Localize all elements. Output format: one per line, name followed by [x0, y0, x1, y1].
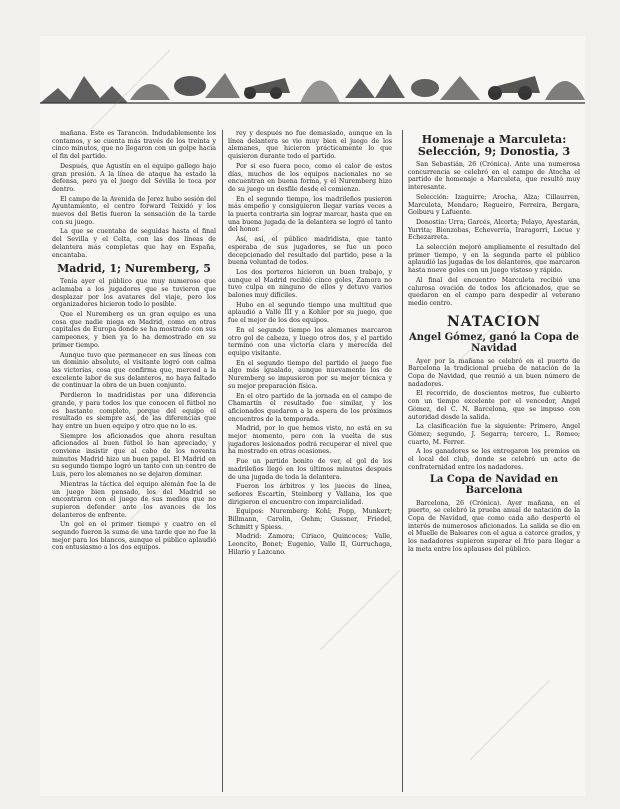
paragraph: Fue un partido bonito de ver, el gol de los madrileños llegó en los últimos minutos después de una jugada de toda la delantera.	[228, 458, 392, 481]
paragraph: En el segundo tiempo del partido el juego fue algo más igualado, aunque nuevamente los de Nuremberg se impusieron por su mejor técnica y su mejor preparación física.	[228, 359, 392, 390]
paragraph: Mientras la táctica del equipo alemán fue la de un juego bien pensado, los del Madrid se encontraron con el juego de sus medios que no supieron defender ante los avances de los delanteros de enfrente.	[52, 480, 216, 519]
article-heading-homenaje-marculeta: Homenaje a Marculeta: Selección, 9; Donostia, 3	[417, 133, 571, 158]
paragraph: rey y después no fue demasiado, aunque en la línea delantera se vio muy bien el juego de los alemanes, que hicieron prácticamente lo que quisieron durante todo el partido.	[228, 130, 392, 161]
paragraph: En el segundo tiempo los alemanes marcaron otro gol de cabeza, y luego otros dos, y el partido terminó con una victoria clara y merecida del equipo visitante.	[228, 326, 392, 357]
paragraph: Barcelona, 26 (Crónica). Ayer mañana, en el puerto, se celebró la prueba anual de natación de la Copa de Navidad, que como cada año despertó el interés de numerosos aficionados. La salida se dio en el Muelle de Baleares con el agua a catorce grados, y los nadadores supieron superar el frío para llegar a la meta entre los aplausos del público.	[408, 499, 580, 553]
paragraph: Equipos: Nuremberg: Kohl; Popp, Munkert; Billmann, Carolin, Oehm; Gussner, Friedel, Schmitt y Spiess.	[228, 508, 392, 531]
paragraph: La selección mejoró ampliamente el resultado del primer tiempo, y en la segunda parte el público aplaudió las jugadas de los delanteros, que marcaron hasta nueve goles con un juego vistoso y rápido.	[408, 244, 580, 275]
column-rule	[402, 130, 403, 792]
paragraph: Tenía ayer el público que muy numeroso que aclamaba a los jugadores que se tuvieron que desplazar por los avatares del viaje, pero los organizadores hicieron todo lo posible.	[52, 278, 216, 309]
paragraph: Fueron los árbitros y los jueces de línea, señores Escartín, Steinberg y Vallana, los que dirigieron el encuentro con imparcialidad.	[228, 483, 392, 506]
column-middle	[228, 130, 392, 790]
paragraph: Hubo en el segundo tiempo una multitud que aplaudió a Vallé III y a Kohler por su juego, que fue el mejor de los dos equipos.	[228, 301, 392, 325]
newspaper-page	[40, 36, 585, 796]
paragraph: Después, que Agustín en el equipo gallego bajo gran presión. A la línea de ataque ha estado la defensa, pero ya el juego del Sevilla le toca por dentro.	[52, 162, 216, 193]
paragraph: Siempre los aficionados que ahora resultan aficionados al buen fútbol lo han apreciado, y conviene insistir que al cabo de los noventa minutos Madrid hizo un buen papel. El Madrid en su segundo tiempo logró un tanto con un centro de Luis, pero los alemanes no se dejaron dominar.	[52, 432, 216, 479]
paragraph: Un gol en el primer tiempo y cuatro en el segundo fueron la suma de una tarde que no fue la mejor para los blancos, aunque el público aplaudió con entusiasmo a los dos equipos.	[52, 521, 216, 552]
section-heading-natacion: NATACION	[446, 313, 542, 330]
paragraph: Donostia: Urra; Garcés, Alcorta; Pelayo, Ayestarán, Yurrita; Bienzobas, Echeverría, Iraragorri, Lecue y Echezarreta.	[408, 218, 580, 242]
article-heading-copa-navidad: Angel Gómez, ganó la Copa de Navidad	[408, 331, 580, 354]
column-left	[52, 130, 216, 790]
paragraph: El recorrido, de doscientos metros, fue cubierto con un tiempo excelente por el vencedor, Angel Gómez, del C. N. Barcelona, que se impuso con autoridad desde la salida.	[408, 390, 580, 421]
paragraph: En el otro partido de la jornada en el campo de Chamartín el resultado fue similar, y los aficionados quedaron a la espera de los próximos encuentros de la temporada.	[228, 392, 392, 423]
paragraph: La clasificación fue la siguiente: Primero, Angel Gómez; segundo, J. Segarra; tercero, L. Romeo; cuarto, M. Ferrer.	[408, 423, 580, 446]
column-right	[408, 130, 580, 790]
paragraph: Los dos porteros hicieron un buen trabajo, y aunque el Madrid recibió cinco goles, Zamora no tuvo culpa en ninguno de ellos y detuvo varios balones muy difíciles.	[228, 268, 392, 300]
decorative-banner	[40, 48, 585, 118]
paragraph: A los ganadores se les entregaron los premios en el local del club, donde se celebró un acto de confraternidad entre los nadadores.	[408, 448, 580, 471]
paragraph: Que el Nuremberg es un gran equipo es una cosa que nadie niega en Madrid, como en otras capitales de Europa donde se ha mostrado con sus campeones, y bien ya lo ha demostrado en su primer tiempo.	[52, 311, 216, 349]
paragraph: Selección: Izaguirre; Arocha, Alza; Cillaurren, Marculeta, Mendaro; Regueiro, Ferreira, Bergara, Goiburu y Lafuente.	[408, 193, 580, 217]
paragraph: Por si eso fuera poco, como el calor de estos días, muchos de los equipos nacionales no se encuentran en buena forma, y el Nuremberg hizo de su juego un desfile desde el comienzo.	[228, 162, 392, 193]
column-rule	[222, 130, 223, 792]
paragraph: San Sebastián, 26 (Crónica). Ante una numerosa concurrencia se celebró en el campo de Atocha el partido de homenaje a Marculeta, que resultó muy interesante.	[408, 161, 580, 192]
paragraph: Aunque tuvo que permanecer en sus líneas con un dominio absoluto, el visitante logró con calma las victorias, cosa que confirma que, merced a la excelente labor de sus delanteros, no haya faltado de continuar la obra de un buen conjunto.	[52, 351, 216, 390]
paragraph: La que se cuentaba de seguidas hasta el final del Sevilla y el Celta, con las dos líneas de delantera más completas que hay en España, encantaba.	[52, 228, 216, 259]
paragraph: Madrid: Zamora; Ciriaco, Quincoces; Valle, Leoncito, Bonet; Eugenio, Valle II, Gurruchaga, Hilario y Lazcano.	[228, 533, 392, 556]
article-heading-madrid-nuremberg: Madrid, 1; Nuremberg, 5	[57, 262, 211, 276]
paragraph: Madrid, por lo que hemos visto, no está en su mejor momento, pero con la vuelta de sus jugadores lesionados podrá recuperar el nivel que ha mostrado en otras ocasiones.	[228, 425, 392, 456]
paragraph: En el segundo tiempo, los madrileños pusieron más empeño y consiguieron llegar varias veces a la puerta contraria sin lograr marcar, hasta que en una buena jugada de la delantera se logró el tanto del honor.	[228, 195, 392, 234]
paragraph: Así, así, el público madridista, que tanto esperaba de sus jugadores, se fue un poco decepcionado del resultado del partido, pese a la buena voluntad de todos.	[228, 236, 392, 267]
paragraph: mañana. Este es Tarancón. Indudablemente los contamos, y se cuenta más través de los treinta y cinco minutos, que no llegaron con un golpe hacia el fin del partido.	[52, 130, 216, 161]
paragraph: El campo de la Avenida de Jerez hubo sesión del Ayuntamiento, el centro forward Teixidó y los nuevos del Betis fueron la sensación de la tarde con su juego.	[52, 195, 216, 226]
paragraph: Ayer por la mañana se celebró en el puerto de Barcelona la tradicional prueba de natación de la Copa de Navidad, que reunió a un buen número de nadadores.	[408, 357, 580, 388]
article-heading-copa-barcelona: La Copa de Navidad en Barcelona	[429, 473, 559, 496]
paragraph: Al final del encuentro Marculeta recibió una calurosa ovación de todos los aficionados, que se quedaron en el campo para despedir al veterano medio centro.	[408, 276, 580, 307]
paragraph: Perdieron lo madridistas por una diferencia grande, y para todos los que conocen el fútbol no es bastante completo, porque del equipo el resultado es siempre así, de las diferencias que hay entre un buen equipo y otro que no lo es.	[52, 392, 216, 430]
